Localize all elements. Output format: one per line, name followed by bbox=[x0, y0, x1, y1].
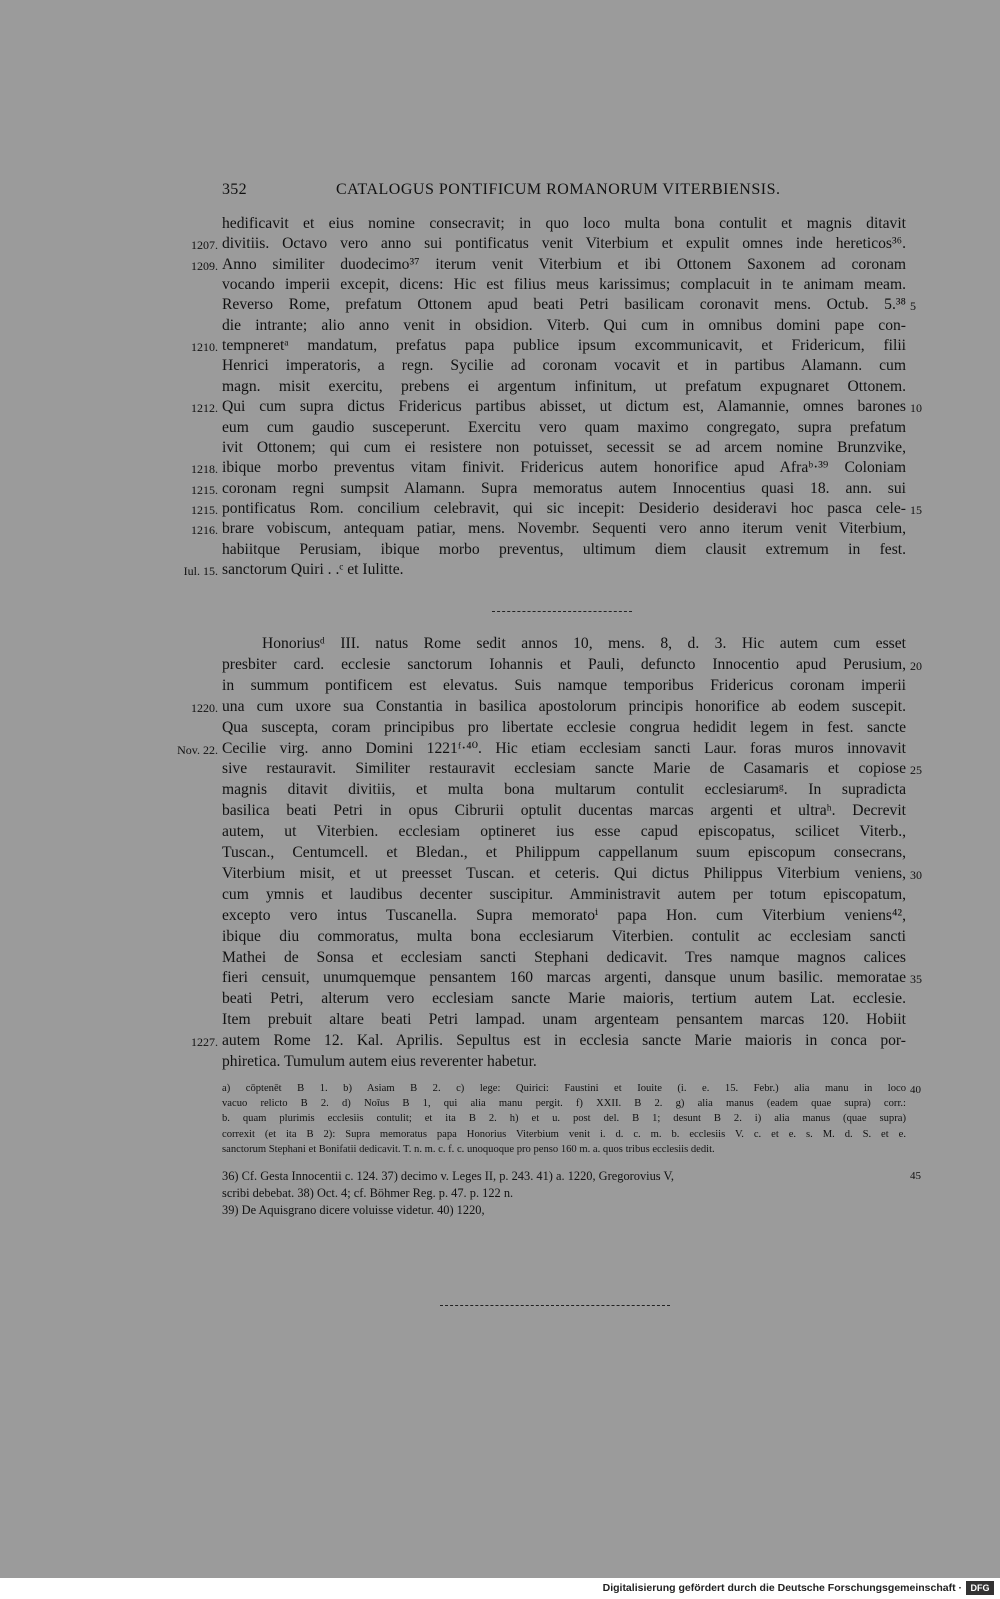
line-number bbox=[910, 635, 930, 655]
line-number bbox=[910, 802, 930, 822]
text-line: Item prebuit altare beati Petri lampad. unam argenteam pensantem marcas 120. Hobiit bbox=[222, 1011, 906, 1029]
line-number bbox=[910, 357, 930, 377]
text-line: phiretica. Tumulum autem eius reverenter habetur. bbox=[222, 1053, 537, 1070]
margin-date bbox=[150, 823, 218, 843]
margin-date bbox=[150, 439, 218, 459]
margin-date bbox=[150, 317, 218, 337]
text-line: cum ymnis et laudibus decenter suscipitur. Amministravit autem per totum episcopatum, bbox=[222, 885, 906, 903]
line-number bbox=[910, 215, 930, 235]
text-line: Honoriusᵈ III. natus Rome sedit annos 10, mens. 8, d. 3. Hic autem cum esset bbox=[262, 635, 906, 652]
margin-date bbox=[150, 656, 218, 676]
text-line: divitiis. Octavo vero anno sui pontificatus venit Viterbium et expulit omnes inde hereticos³⁶. bbox=[222, 235, 906, 253]
text-line: Qui cum supra dictus Fridericus partibus abisset, ut dictum est, Alamannie, omnes barones bbox=[222, 398, 906, 416]
line-number bbox=[910, 886, 930, 906]
page-number: 352 bbox=[222, 181, 247, 198]
line-number: 25 bbox=[910, 763, 922, 778]
funding-note: Digitalisierung gefördert durch die Deutsche Forschungsgemeinschaft · bbox=[602, 1582, 962, 1594]
margin-date bbox=[150, 357, 218, 377]
margin-date bbox=[150, 296, 218, 316]
line-number: 10 bbox=[910, 401, 922, 416]
running-head bbox=[222, 181, 792, 205]
text-line: eum cum gaudio susceperunt. Exercitu vero quam maximo congregato, supra prefatum bbox=[222, 418, 906, 436]
margin-date: 1220. bbox=[191, 700, 218, 715]
line-number: 40 bbox=[910, 1084, 921, 1096]
line-number bbox=[910, 480, 930, 500]
margin-date: 1215. bbox=[191, 502, 218, 517]
text-line: vocando imperii excepit, dicens: Hic est filius meus karissimus; complacuit in te animam meam. bbox=[222, 276, 906, 294]
text-line: brare vobiscum, antequam patiar, mens. Novembr. Sequenti vero anno iterum venit Viterbium, bbox=[222, 520, 906, 538]
line-number: 20 bbox=[910, 658, 922, 673]
text-line: ivit Ottonem; qui cum ei resistere non potuisset, secessit se ad arcem nomine Brunzvike, bbox=[222, 438, 906, 456]
line-number bbox=[910, 928, 930, 948]
margin-date: 1207. bbox=[191, 238, 218, 253]
text-line: presbiter card. ecclesie sanctorum Iohannis et Pauli, defuncto Innocentio apud Perusium, bbox=[222, 655, 906, 673]
text-line: Tuscan., Centumcell. et Bledan., et Philippum cappellanum suum episcopum consecrans, bbox=[222, 844, 906, 861]
line-number bbox=[910, 1185, 930, 1201]
dfg-logo: DFG bbox=[966, 1581, 994, 1595]
section-divider bbox=[492, 611, 632, 612]
text-line: magn. misit exercitu, prebens ei argentum infinitum, ut prefatum expugnaret Ottonem. bbox=[222, 377, 906, 395]
margin-date: 1215. bbox=[191, 482, 218, 497]
margin-date bbox=[150, 802, 218, 822]
text-line: correxit (et ita B 2): Supra memoratus papa Honorius Viterbium venit i. d. c. m. b. ecclesiis V. c. et e. s. M. d. S. et e. bbox=[222, 1128, 906, 1140]
margin-date bbox=[150, 865, 218, 885]
line-number bbox=[910, 541, 930, 561]
text-line: habiitque Perusiam, ibique morbo preventus, ultimum diem clausit extremum in fest. bbox=[222, 540, 906, 558]
margin-date: 1212. bbox=[191, 401, 218, 416]
text-line: sanctorum Quiri . .ᶜ et Iulitte. bbox=[222, 560, 404, 578]
line-number bbox=[910, 719, 930, 739]
text-line: Reverso Rome, prefatum Ottonem apud beati Petri basilicam coronavit mens. Octub. 5.³⁸ bbox=[222, 296, 906, 314]
text-line: autem, ut Viterbien. ecclesiam optineret ius esse capud episcopatus, scilicet Viterb., bbox=[222, 823, 906, 841]
line-number bbox=[910, 256, 930, 276]
footer-bar bbox=[0, 1578, 1000, 1599]
line-number bbox=[910, 520, 930, 540]
text-line: ibique diu commoratus, multa bona ecclesiarum Viterbien. contulit ac ecclesiam sancti bbox=[222, 927, 906, 945]
text-line: coronam regni sumpsit Alamann. Supra memoratus autem Innocentius quasi 18. ann. sui bbox=[222, 479, 906, 497]
line-number bbox=[910, 317, 930, 337]
running-title: CATALOGUS PONTIFICUM ROMANORUM VITERBIENSIS. bbox=[336, 181, 781, 198]
text-line: magnis ditavit divitiis, et multa bona multarum contulit ecclesiarumᵍ. In supradicta bbox=[222, 781, 906, 799]
text-line: Qua suscepta, coram principibus pro libertate ecclesie congrua hedidit legem in fest. sancte bbox=[222, 718, 906, 736]
margin-date bbox=[150, 541, 218, 561]
margin-date bbox=[150, 760, 218, 780]
margin-date bbox=[150, 276, 218, 296]
margin-date bbox=[150, 378, 218, 398]
line-number: 45 bbox=[910, 1170, 921, 1182]
text-line: fieri censuit, unumquemque pensantem 160 marcas argenti, dansque unum basilic. memoratae bbox=[222, 969, 906, 987]
margin-date: 1227. bbox=[191, 1035, 218, 1050]
margin-date bbox=[150, 990, 218, 1010]
margin-date bbox=[150, 677, 218, 697]
text-line: 36) Cf. Gesta Innocentii c. 124. 37) decimo v. Leges II, p. 243. 41) a. 1220, Gregorovius V, bbox=[222, 1169, 674, 1183]
line-number bbox=[910, 459, 930, 479]
text-line: autem Rome 12. Kal. Aprilis. Sepultus est in ecclesia sancte Marie maioris in conca por- bbox=[222, 1032, 906, 1050]
line-number bbox=[910, 1128, 930, 1144]
text-line: sanctorum Stephani et Bonifatii dedicavit. T. n. m. c. f. c. unoquoque pro penso 160 m. a. quos tribus ecclesiis dedit. bbox=[222, 1143, 715, 1155]
margin-date bbox=[150, 969, 218, 989]
margin-date: Nov. 22. bbox=[177, 742, 218, 757]
text-line: excepto vero intus Tuscanella. Supra memoratoⁱ papa Hon. cum Viterbium veniens⁴², bbox=[222, 906, 906, 924]
text-line: Henrici imperatoris, a regn. Sycilie ad coronam vocavit et in partibus Alamann. cum bbox=[222, 357, 906, 375]
line-number bbox=[910, 1202, 930, 1218]
page-end-divider bbox=[440, 1305, 670, 1306]
line-number bbox=[910, 698, 930, 718]
line-number bbox=[910, 1053, 930, 1073]
text-line: in summum pontificem est elevatus. Suis namque temporibus Fridericus coronam imperii bbox=[222, 676, 906, 694]
text-line: Mathei de Sonsa et ecclesiam sancti Stephani dedicavit. Tres namque magnos calices bbox=[222, 948, 906, 966]
line-number: 15 bbox=[910, 502, 922, 517]
line-number: 5 bbox=[910, 299, 916, 314]
text-line: Anno similiter duodecimo³⁷ iterum venit Viterbium et ibi Ottonem Saxonem ad coronam bbox=[222, 255, 906, 273]
line-number bbox=[910, 378, 930, 398]
margin-date: 1216. bbox=[191, 523, 218, 538]
text-line: basilica beati Petri in opus Cibrurii optulit ducentas marcas argenti et ultraʰ. Decrevit bbox=[222, 802, 906, 820]
text-line: ibique morbo preventus vitam finivit. Fridericus autem honorifice apud Afraᵇ·³⁹ Coloniam bbox=[222, 459, 906, 477]
text-line: b. quam plurimis ecclesiis contulit; et ita B 2. h) et u. post del. B 1; desunt B 2. i) alia manus (quae supra) bbox=[222, 1113, 906, 1125]
line-number bbox=[910, 740, 930, 760]
line-number bbox=[910, 1011, 930, 1031]
margin-date bbox=[150, 1053, 218, 1073]
line-number: 30 bbox=[910, 867, 922, 882]
margin-date bbox=[150, 719, 218, 739]
line-number bbox=[910, 823, 930, 843]
line-number bbox=[910, 677, 930, 697]
line-number: 35 bbox=[910, 972, 922, 987]
text-line: Cecilie virg. anno Domini 1221ᶠ·⁴⁰. Hic etiam ecclesiam sancti Laur. foras muros innovavit bbox=[222, 739, 906, 757]
text-line: sive restauravit. Similiter restauravit ecclesiam sancte Marie de Casamaris et copiose bbox=[222, 760, 906, 778]
margin-date bbox=[150, 907, 218, 927]
margin-date bbox=[150, 635, 218, 655]
line-number bbox=[910, 276, 930, 296]
line-number bbox=[910, 1032, 930, 1052]
text-line: a) cōptenēt B 1. b) Asiam B 2. c) lege: Quirici: Faustini et Iouite (i. e. 15. Febr.) alia manu in loco bbox=[222, 1083, 906, 1094]
text-line: tempneretᵃ mandatum, prefatus papa publice ipsum excommunicavit, et Fridericum, filii bbox=[222, 337, 906, 355]
margin-date: 1210. bbox=[191, 340, 218, 355]
line-number bbox=[910, 235, 930, 255]
margin-date bbox=[150, 928, 218, 948]
text-line: vacuo relicto B 2. d) Noīus B 1, qui alia manu pergit. f) XXII. B 2. g) alia manus (eadem quae supra) corr.: bbox=[222, 1098, 906, 1110]
line-number bbox=[910, 1143, 930, 1159]
line-number bbox=[910, 337, 930, 357]
text-line: 39) De Aquisgrano dicere voluisse videtur. 40) 1220, bbox=[222, 1203, 485, 1217]
text-line: una cum uxore sua Constantia in basilica apostolorum principis honorifice ab eodem suscepit. bbox=[222, 697, 906, 715]
margin-date bbox=[150, 1011, 218, 1031]
margin-date bbox=[150, 886, 218, 906]
text-line: die intrante; alio anno venit in obsidion. Viterb. Qui cum in omnibus domini pape con- bbox=[222, 316, 906, 334]
margin-date bbox=[150, 215, 218, 235]
line-number bbox=[910, 781, 930, 801]
line-number bbox=[910, 990, 930, 1010]
text-line: pontificatus Rom. concilium celebravit, qui sic incepit: Desiderio desideravi hoc pasca cele- bbox=[222, 499, 906, 517]
text-line: Viterbium misit, et ut preesset Tuscan. et ceteris. Qui dictus Philippus Viterbium veniens, bbox=[222, 864, 906, 882]
line-number bbox=[910, 439, 930, 459]
line-number bbox=[910, 844, 930, 864]
margin-date bbox=[150, 781, 218, 801]
line-number bbox=[910, 1097, 930, 1113]
line-number bbox=[910, 949, 930, 969]
margin-date bbox=[150, 949, 218, 969]
margin-date: Iul. 15. bbox=[183, 563, 218, 578]
text-line: scribi debebat. 38) Oct. 4; cf. Böhmer Reg. p. 47. p. 122 n. bbox=[222, 1186, 514, 1200]
line-number bbox=[910, 1112, 930, 1128]
margin-date bbox=[150, 419, 218, 439]
text-line: beati Petri, alterum vero ecclesiam sancte Marie maioris, tertium autem Lat. ecclesie. bbox=[222, 990, 906, 1008]
margin-date: 1209. bbox=[191, 258, 218, 273]
margin-date bbox=[150, 844, 218, 864]
line-number bbox=[910, 907, 930, 927]
margin-date: 1218. bbox=[191, 462, 218, 477]
text-line: hedificavit et eius nomine consecravit; in quo loco multa bona contulit et magnis ditavit bbox=[222, 215, 906, 232]
line-number bbox=[910, 561, 930, 581]
line-number bbox=[910, 419, 930, 439]
